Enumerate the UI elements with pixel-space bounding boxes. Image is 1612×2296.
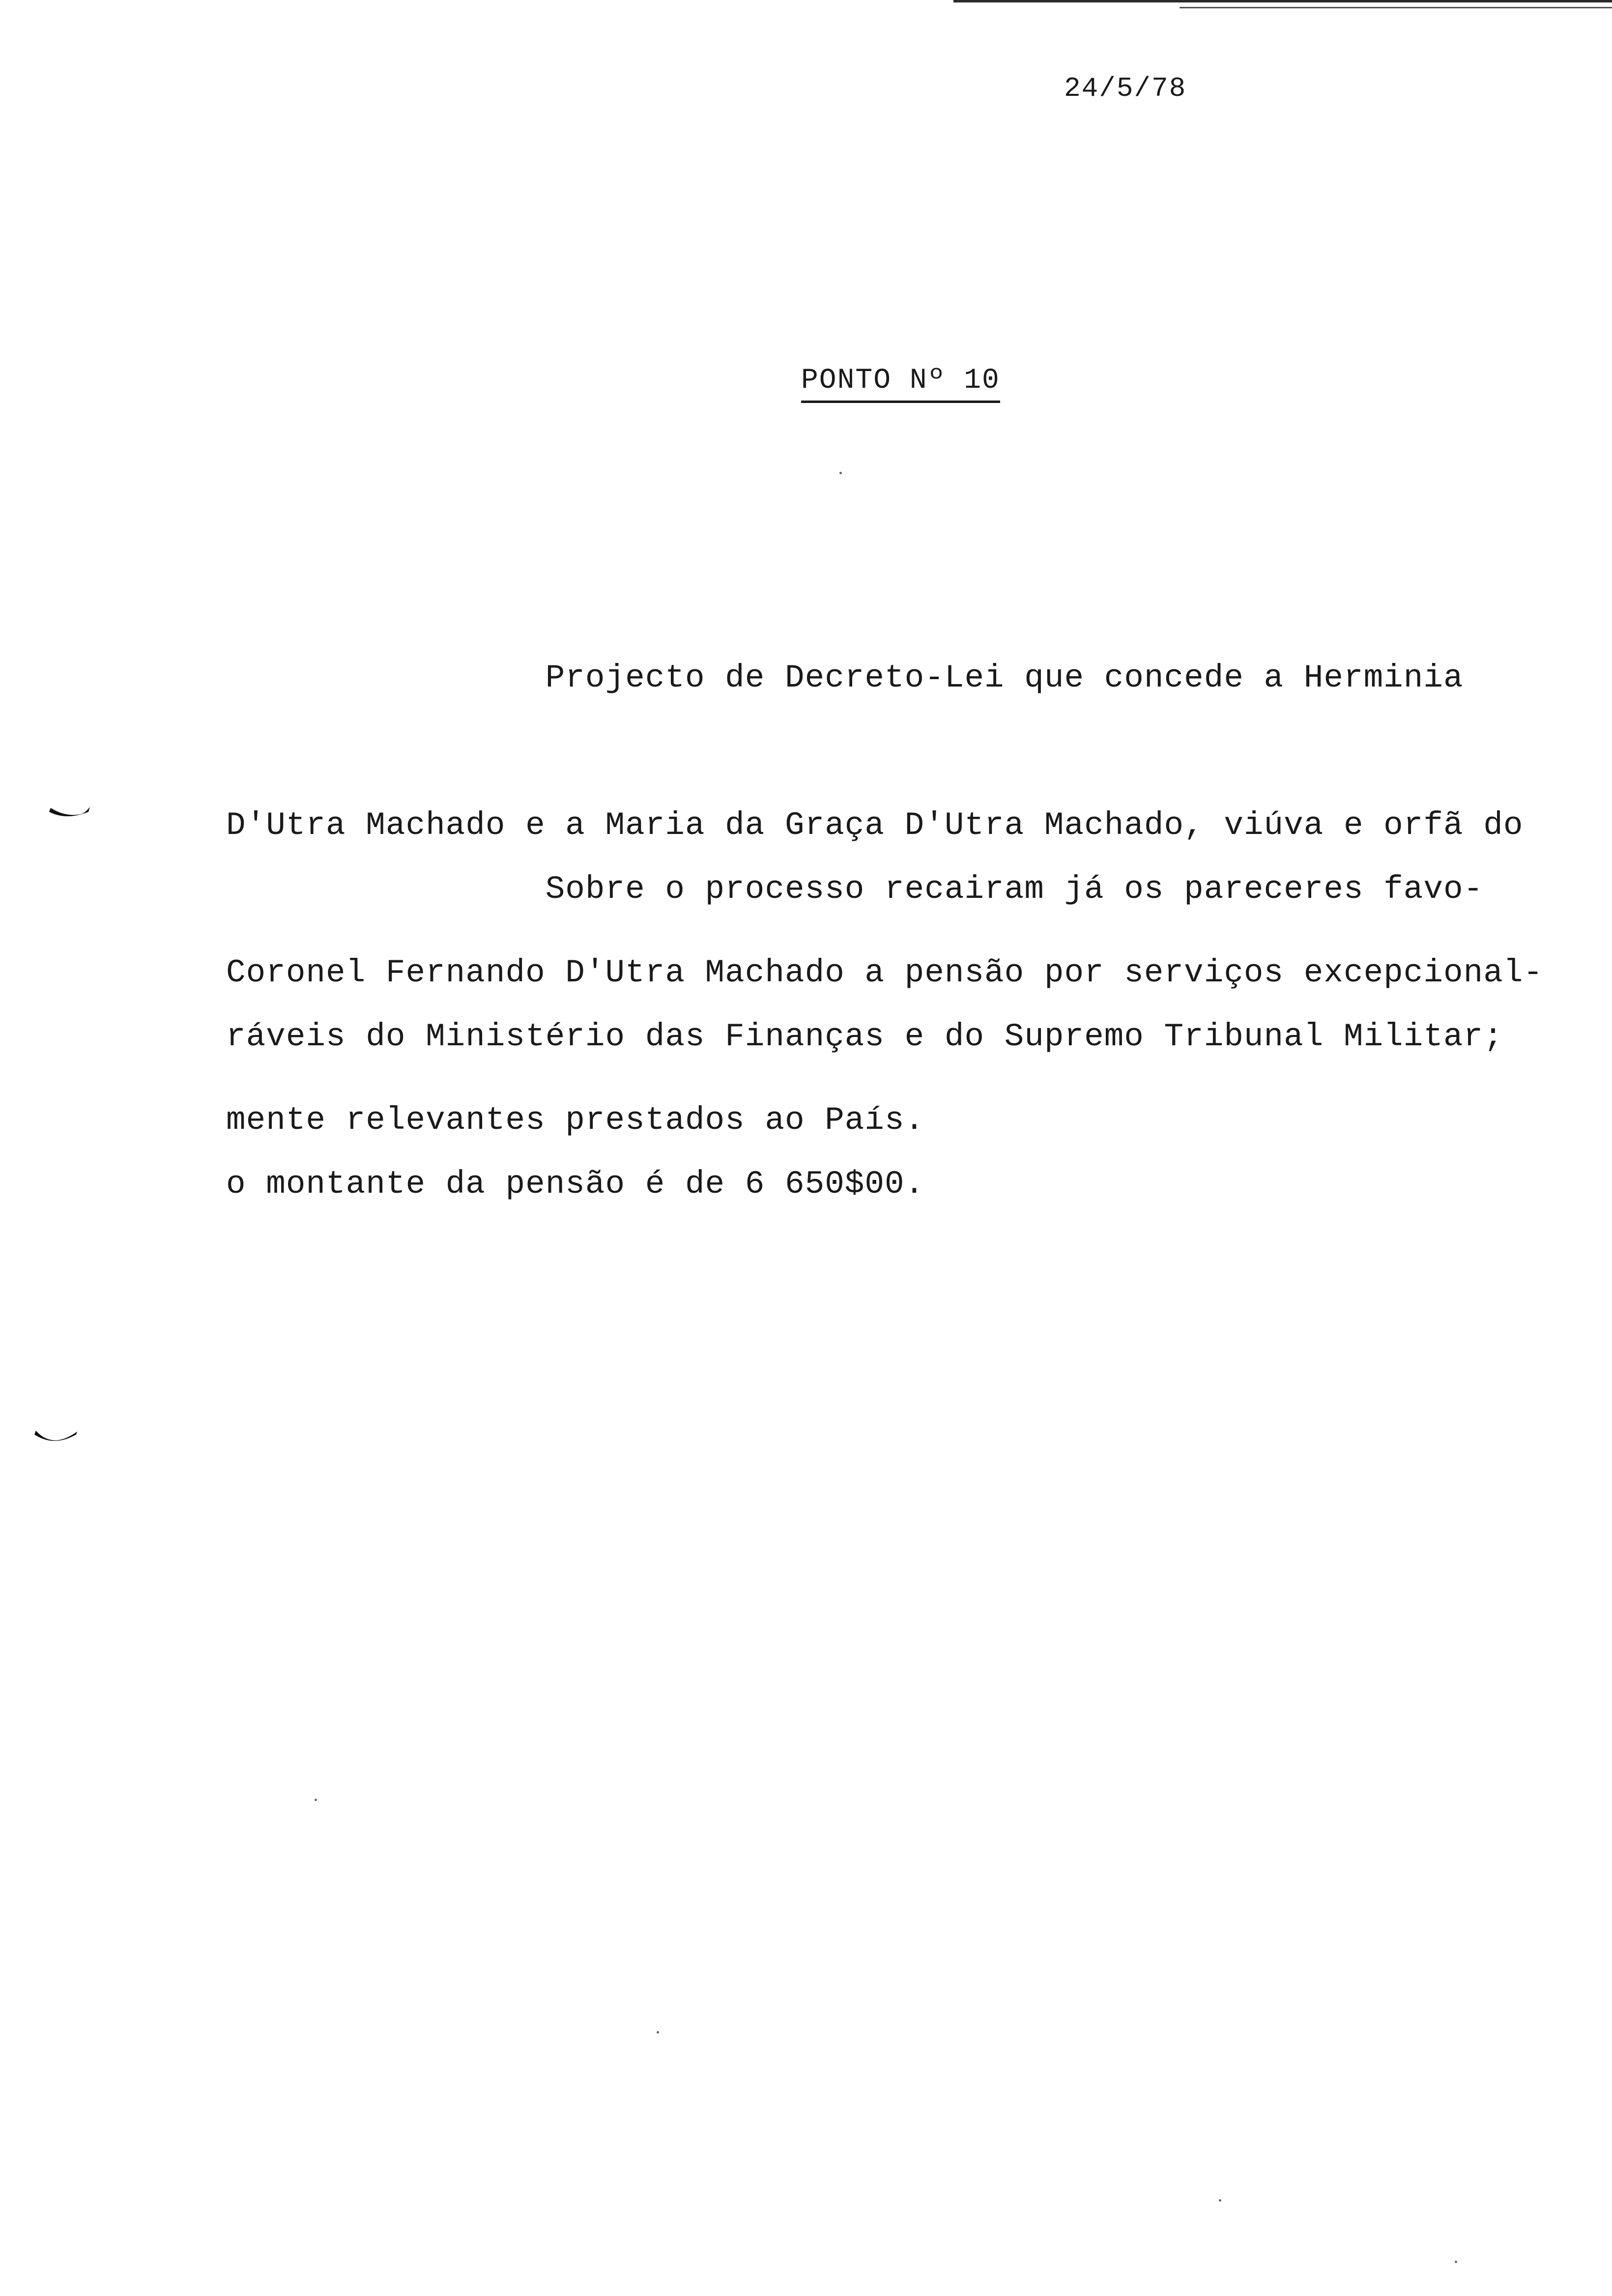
paragraph-2 <box>226 767 1563 1307</box>
scan-speck <box>1455 2261 1457 2263</box>
scan-speck <box>839 472 842 474</box>
scan-speck <box>1219 2199 1221 2202</box>
top-edge-rule-secondary <box>1180 7 1612 8</box>
paragraph-1-line: Projecto de Decreto-Lei que concede a Herminia <box>226 660 1464 696</box>
paragraph-2-line: Sobre o processo recairam já os pareceres favo- <box>226 871 1484 908</box>
paragraph-2-line: ráveis do Ministério das Finanças e do Supremo Tribunal Militar; <box>226 1018 1503 1055</box>
document-date: 24/5/78 <box>1064 73 1187 104</box>
punch-hole-mark-icon <box>47 801 91 821</box>
paragraph-2-line: o montante da pensão é de 6 650$00. <box>226 1166 925 1203</box>
punch-hole-mark-icon <box>32 1428 76 1447</box>
paragraph-1-line: mente relevantes prestados ao País. <box>226 1102 925 1139</box>
scan-speck <box>657 2031 659 2034</box>
paragraph-1-line: Coronel Fernando D'Utra Machado a pensão por serviços excepcional- <box>226 954 1544 991</box>
scan-speck <box>315 1799 317 1801</box>
top-edge-rule <box>953 0 1612 2</box>
document-heading: PONTO Nº 10 <box>801 365 1000 403</box>
paragraph-1-line: D'Utra Machado e a Maria da Graça D'Utra Machado, viúva e orfã do <box>226 807 1524 844</box>
